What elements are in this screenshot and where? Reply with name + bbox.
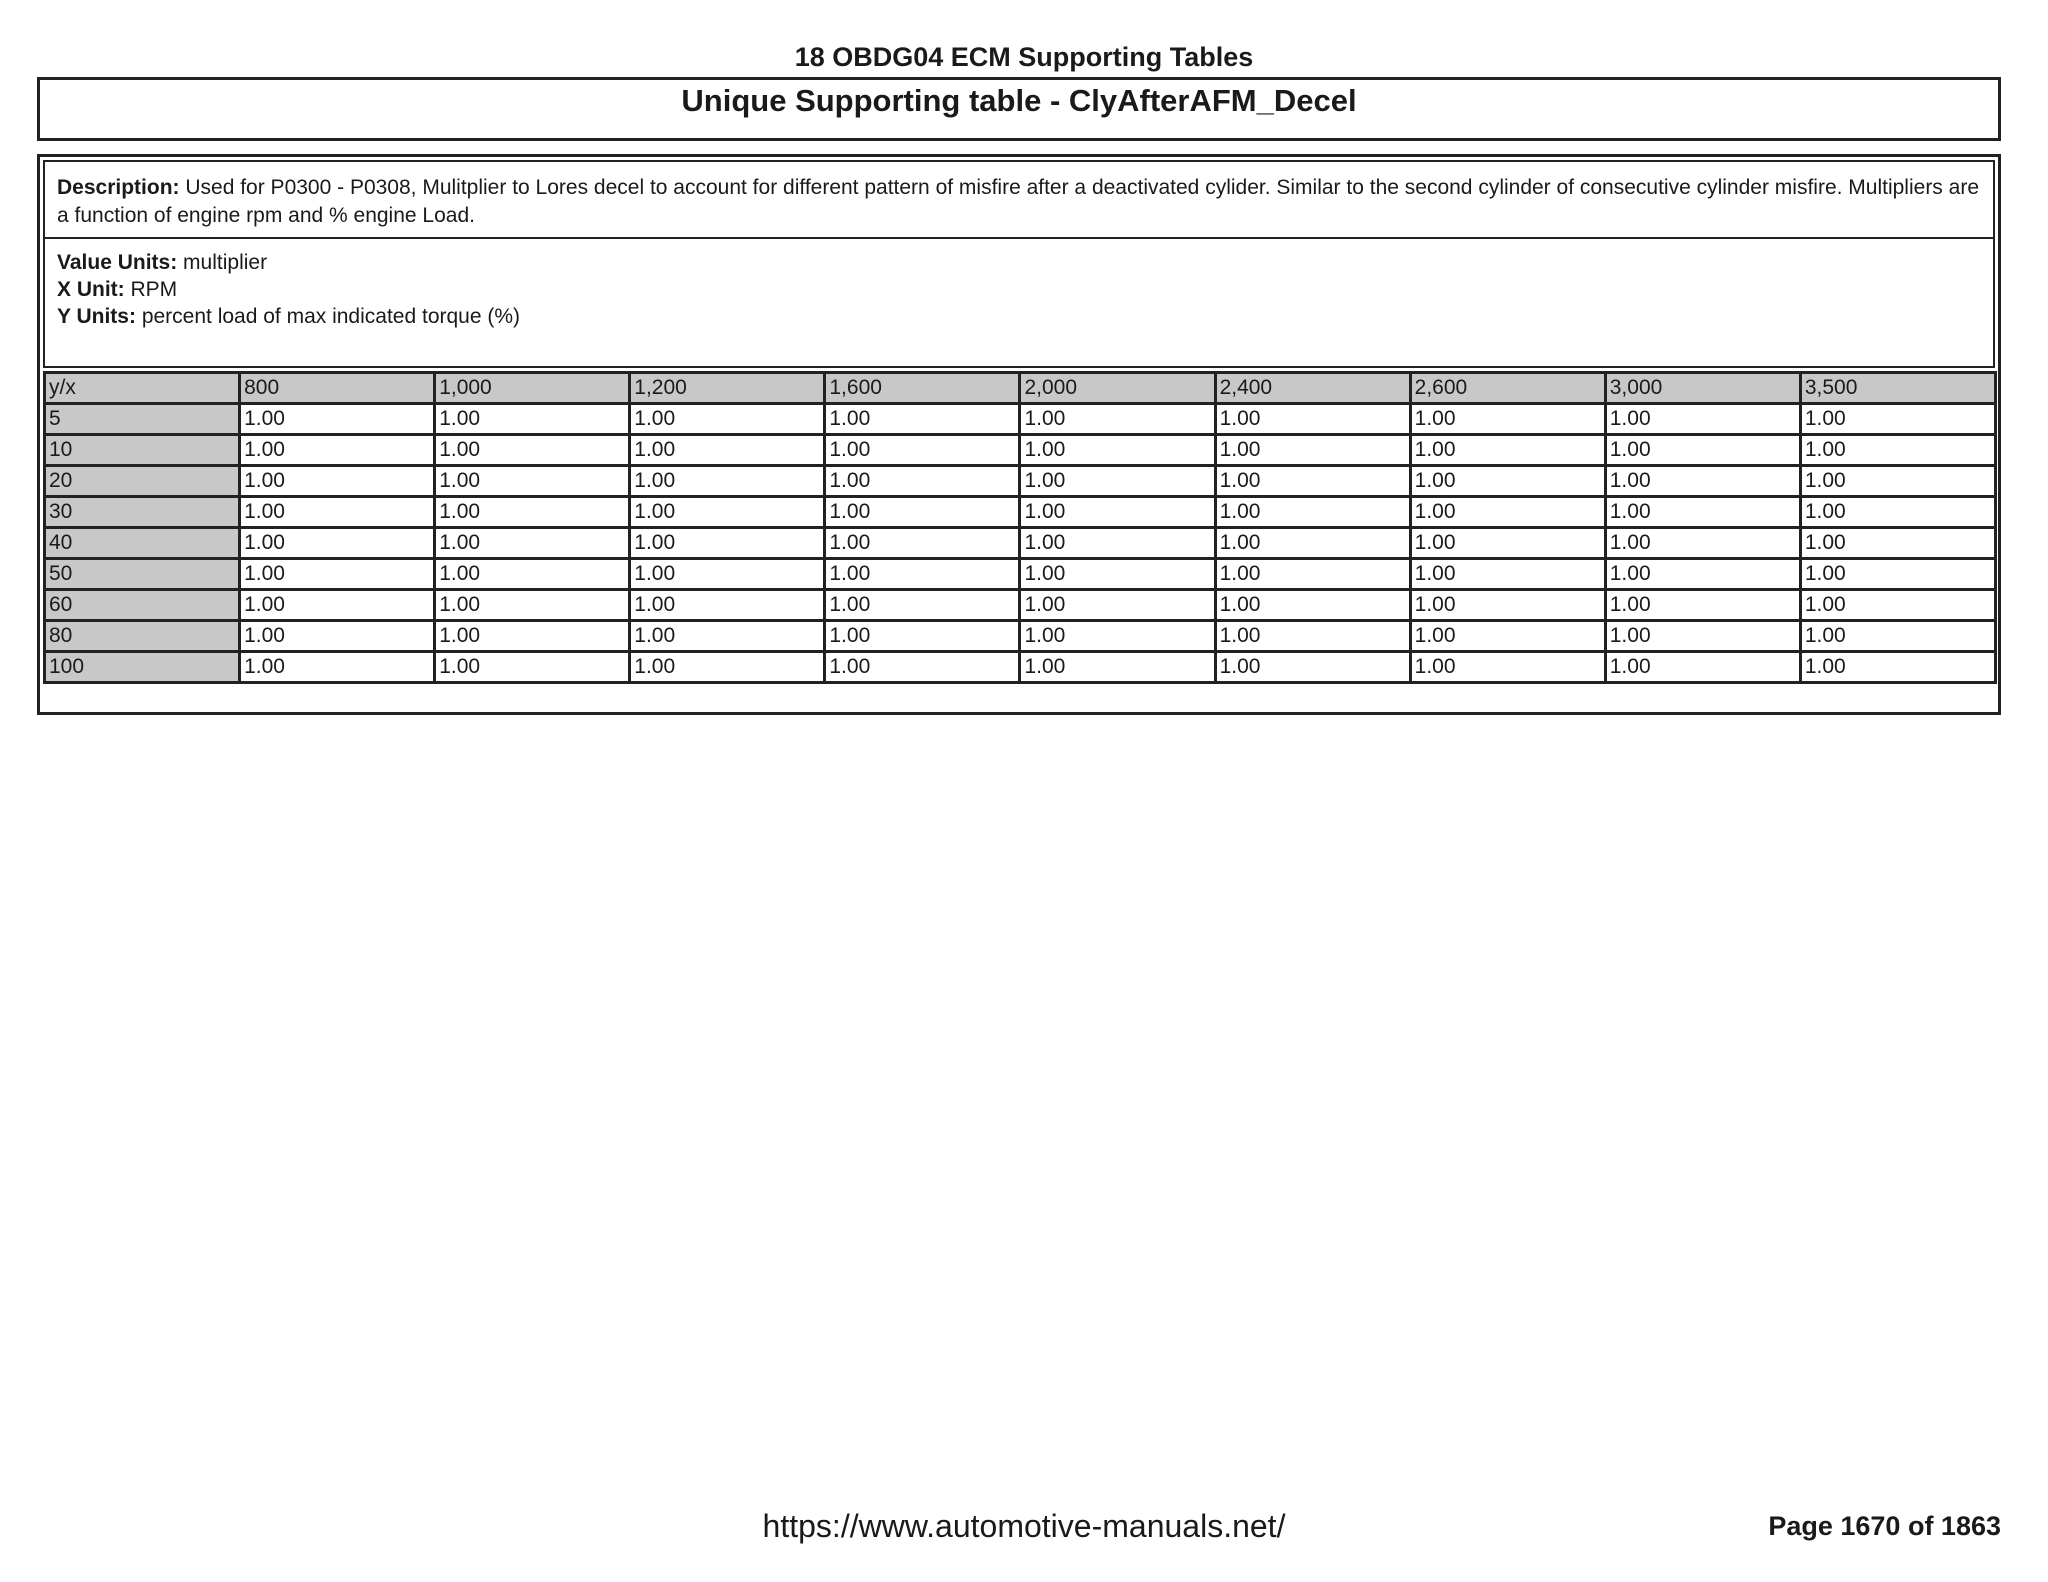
table-row — [45, 559, 1996, 590]
row-header-cell: 60 — [45, 590, 240, 621]
value-units-line — [57, 249, 1981, 276]
table-cell: 1.00 — [1605, 404, 1800, 435]
table-row — [45, 590, 1996, 621]
table-cell: 1.00 — [1215, 528, 1410, 559]
table-title: Unique Supporting table - ClyAfterAFM_Decel — [681, 83, 1357, 118]
table-cell: 1.00 — [240, 590, 435, 621]
description-section — [43, 160, 1995, 239]
table-cell: 1.00 — [1605, 466, 1800, 497]
y-units-line — [57, 303, 1981, 330]
table-cell: 1.00 — [1800, 559, 1995, 590]
table-row — [45, 466, 1996, 497]
table-cell: 1.00 — [1215, 590, 1410, 621]
table-cell: 1.00 — [825, 652, 1020, 683]
table-cell: 1.00 — [1800, 466, 1995, 497]
table-cell: 1.00 — [240, 466, 435, 497]
table-cell: 1.00 — [435, 497, 630, 528]
table-cell: 1.00 — [1800, 652, 1995, 683]
table-cell: 1.00 — [435, 528, 630, 559]
table-corner-cell: y/x — [45, 373, 240, 404]
x-unit-line — [57, 276, 1981, 303]
table-cell: 1.00 — [1605, 621, 1800, 652]
table-cell: 1.00 — [1020, 435, 1215, 466]
table-cell: 1.00 — [1410, 652, 1605, 683]
table-cell: 1.00 — [240, 652, 435, 683]
table-cell: 1.00 — [1020, 652, 1215, 683]
x-unit-text: RPM — [130, 278, 178, 301]
row-header-cell: 80 — [45, 621, 240, 652]
table-cell: 1.00 — [1800, 528, 1995, 559]
description-text: Used for P0300 - P0308, Mulitplier to Lores decel to account for different pattern of misfire after a deactivated cylider. Similar to the second cylinder of consecutive cylinder misfire. Multipliers are a function of engine rpm and % engine Load. — [57, 176, 1979, 227]
table-cell: 1.00 — [1020, 621, 1215, 652]
row-header-cell: 40 — [45, 528, 240, 559]
table-content-box — [37, 154, 2001, 715]
table-cell: 1.00 — [825, 528, 1020, 559]
table-cell: 1.00 — [1605, 590, 1800, 621]
table-row — [45, 435, 1996, 466]
table-cell: 1.00 — [825, 404, 1020, 435]
table-cell: 1.00 — [1605, 435, 1800, 466]
table-cell: 1.00 — [240, 528, 435, 559]
table-cell: 1.00 — [1410, 404, 1605, 435]
table-cell: 1.00 — [630, 528, 825, 559]
table-cell: 1.00 — [1605, 497, 1800, 528]
table-row — [45, 404, 1996, 435]
table-cell: 1.00 — [1800, 621, 1995, 652]
table-cell: 1.00 — [630, 404, 825, 435]
column-header-cell: 1,200 — [630, 373, 825, 404]
table-cell: 1.00 — [1020, 497, 1215, 528]
table-cell: 1.00 — [1800, 590, 1995, 621]
table-cell: 1.00 — [1215, 435, 1410, 466]
table-cell: 1.00 — [1020, 559, 1215, 590]
table-cell: 1.00 — [1800, 497, 1995, 528]
value-units-label: Value Units: — [57, 251, 178, 274]
row-header-cell: 50 — [45, 559, 240, 590]
value-units-text: multiplier — [183, 251, 268, 274]
column-header-cell: 1,000 — [435, 373, 630, 404]
table-cell: 1.00 — [1800, 435, 1995, 466]
table-cell: 1.00 — [435, 435, 630, 466]
table-cell: 1.00 — [630, 621, 825, 652]
table-cell: 1.00 — [1605, 559, 1800, 590]
table-cell: 1.00 — [630, 652, 825, 683]
table-cell: 1.00 — [825, 435, 1020, 466]
table-cell: 1.00 — [435, 559, 630, 590]
table-cell: 1.00 — [435, 621, 630, 652]
table-cell: 1.00 — [435, 466, 630, 497]
row-header-cell: 30 — [45, 497, 240, 528]
column-header-cell: 2,600 — [1410, 373, 1605, 404]
footer-url: https://www.automotive-manuals.net/ — [762, 1508, 1286, 1544]
table-cell: 1.00 — [1215, 466, 1410, 497]
units-section — [43, 239, 1995, 368]
table-row — [45, 528, 1996, 559]
table-cell: 1.00 — [240, 435, 435, 466]
column-header-cell: 3,000 — [1605, 373, 1800, 404]
table-title-box — [37, 77, 2001, 141]
table-cell: 1.00 — [1410, 590, 1605, 621]
table-row — [45, 652, 1996, 683]
row-header-cell: 10 — [45, 435, 240, 466]
table-cell: 1.00 — [240, 497, 435, 528]
column-header-cell: 2,400 — [1215, 373, 1410, 404]
y-units-text: percent load of max indicated torque (%) — [141, 305, 521, 328]
document-title: 18 OBDG04 ECM Supporting Tables — [794, 42, 1254, 72]
column-header-cell: 1,600 — [825, 373, 1020, 404]
table-cell: 1.00 — [630, 466, 825, 497]
table-cell: 1.00 — [1020, 404, 1215, 435]
table-cell: 1.00 — [825, 621, 1020, 652]
table-cell: 1.00 — [1215, 559, 1410, 590]
table-cell: 1.00 — [240, 621, 435, 652]
table-cell: 1.00 — [1215, 497, 1410, 528]
table-cell: 1.00 — [1020, 528, 1215, 559]
table-row — [45, 621, 1996, 652]
row-header-cell: 100 — [45, 652, 240, 683]
table-cell: 1.00 — [1605, 652, 1800, 683]
table-cell: 1.00 — [435, 404, 630, 435]
table-cell: 1.00 — [435, 590, 630, 621]
table-cell: 1.00 — [240, 404, 435, 435]
table-cell: 1.00 — [630, 590, 825, 621]
table-cell: 1.00 — [825, 497, 1020, 528]
table-cell: 1.00 — [825, 590, 1020, 621]
table-cell: 1.00 — [630, 435, 825, 466]
x-unit-label: X Unit: — [57, 278, 125, 301]
table-cell: 1.00 — [825, 466, 1020, 497]
table-cell: 1.00 — [1800, 404, 1995, 435]
table-cell: 1.00 — [1605, 528, 1800, 559]
y-units-label: Y Units: — [57, 305, 136, 328]
table-cell: 1.00 — [630, 559, 825, 590]
table-cell: 1.00 — [435, 652, 630, 683]
row-header-cell: 20 — [45, 466, 240, 497]
column-header-cell: 2,000 — [1020, 373, 1215, 404]
row-header-cell: 5 — [45, 404, 240, 435]
table-cell: 1.00 — [825, 559, 1020, 590]
table-cell: 1.00 — [1215, 621, 1410, 652]
table-cell: 1.00 — [630, 497, 825, 528]
table-header-row — [45, 373, 1996, 404]
table-cell: 1.00 — [1410, 528, 1605, 559]
table-cell: 1.00 — [1410, 497, 1605, 528]
table-cell: 1.00 — [1215, 652, 1410, 683]
table-cell: 1.00 — [1215, 404, 1410, 435]
column-header-cell: 800 — [240, 373, 435, 404]
lookup-table — [43, 371, 1997, 684]
table-cell: 1.00 — [1410, 559, 1605, 590]
table-row — [45, 497, 1996, 528]
table-cell: 1.00 — [1410, 466, 1605, 497]
page-number: Page 1670 of 1863 — [1768, 1511, 2001, 1541]
table-cell: 1.00 — [1410, 435, 1605, 466]
table-cell: 1.00 — [1020, 466, 1215, 497]
table-cell: 1.00 — [1410, 621, 1605, 652]
description-label: Description: — [57, 176, 180, 199]
table-cell: 1.00 — [1020, 590, 1215, 621]
table-cell: 1.00 — [240, 559, 435, 590]
column-header-cell: 3,500 — [1800, 373, 1995, 404]
